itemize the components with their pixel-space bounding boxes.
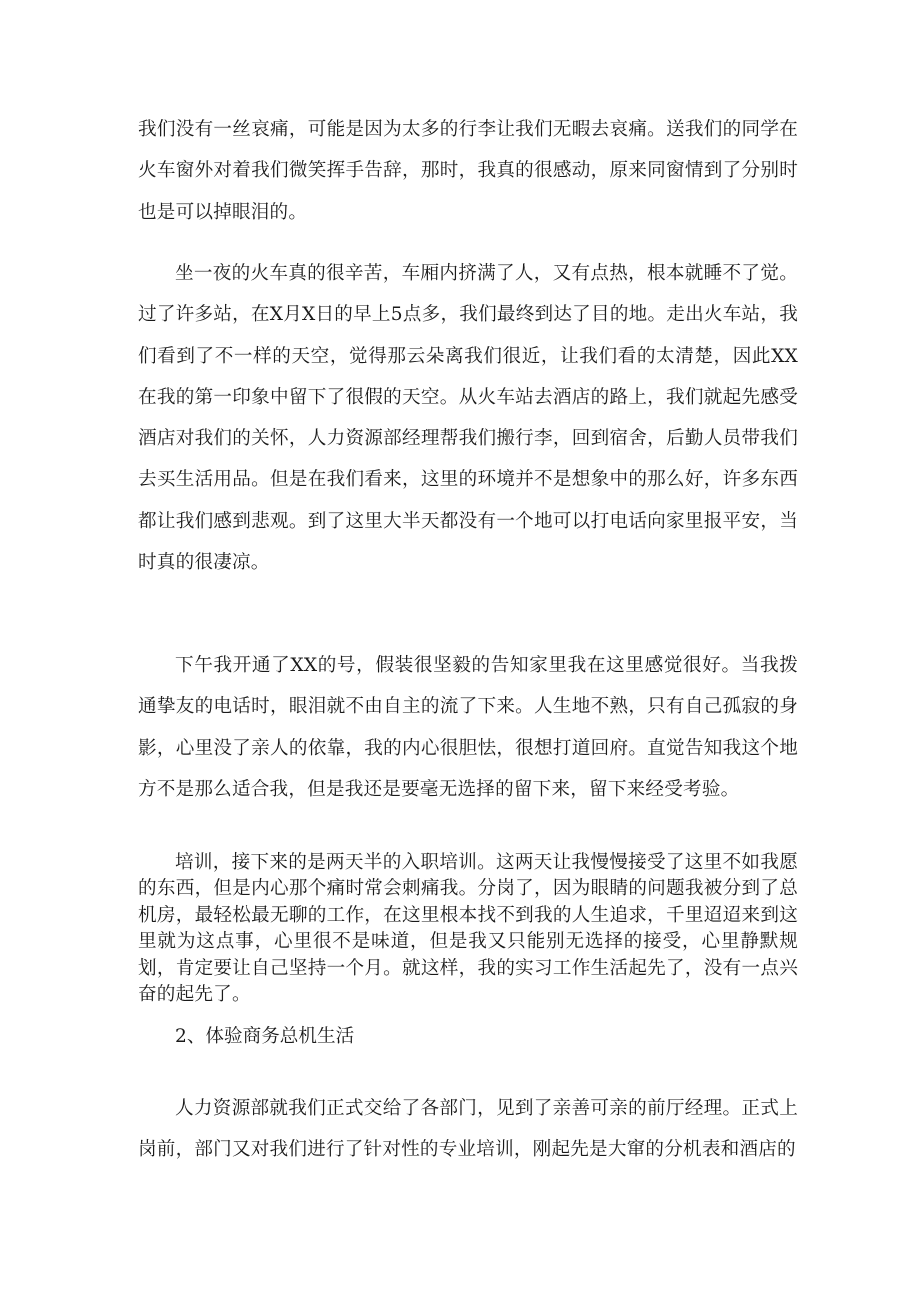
paragraph-farewell: 我们没有一丝哀痛，可能是因为太多的行李让我们无暇去哀痛。送我们的同学在火车窗外对着我们微笑挥手告辞，那时，我真的很感动，原来同窗情到了分别时也是可以掉眼泪的。 — [138, 119, 798, 223]
paragraph-arrival: 坐一夜的火车真的很辛苦，车厢内挤满了人，又有点热，根本就睡不了觉。过了许多站，在X月X日的早上5点多，我们最终到达了目的地。走出火车站，我们看到了不一样的天空，觉得那云朵离我们很近，让我们看的太清楚，因此XX在我的第一印象中留下了很假的天空。从火车站去酒店的路上，我们就起先感受酒店对我们的关怀，人力资源部经理帮我们搬行李，回到宿舍，后勤人员带我们去买生活用品。但是在我们看来，这里的环境并不是想象中的那么好，许多东西都让我们感到悲观。到了这里大半天都没有一个地可以打电话向家里报平安，当时真的很凄凉。 — [138, 263, 798, 574]
paragraph-department: 人力资源部就我们正式交给了各部门，见到了亲善可亲的前厅经理。正式上岗前，部门又对我们进行了针对性的专业培训，刚起先是大窜的分机表和酒店的 — [138, 1098, 798, 1161]
paragraph-training: 培训，接下来的是两天半的入职培训。这两天让我慢慢接受了这里不如我愿的东西，但是内心那个痛时常会刺痛我。分岗了，因为眼睛的问题我被分到了总机房，最轻松最无聊的工作，在这里根本找不到我的人生追求，千里迢迢来到这里就为这点事，心里很不是味道，但是我又只能别无选择的接受，心里静默规划，肯定要让自己坚持一个月。就这样，我的实习工作生活起先了，没有一点兴奋的起先了。 — [138, 852, 798, 1006]
paragraph-first-call: 下午我开通了XX的号，假装很坚毅的告知家里我在这里感觉很好。当我拨通挚友的电话时，眼泪就不由自主的流了下来。人生地不熟，只有自己孤寂的身影，心里没了亲人的依靠，我的内心很胆怯，很想打道回府。直觉告知我这个地方不是那么适合我，但是我还是要毫无选择的留下来，留下来经受考验。 — [138, 655, 798, 800]
section-heading: 2、体验商务总机生活 — [175, 1026, 355, 1047]
